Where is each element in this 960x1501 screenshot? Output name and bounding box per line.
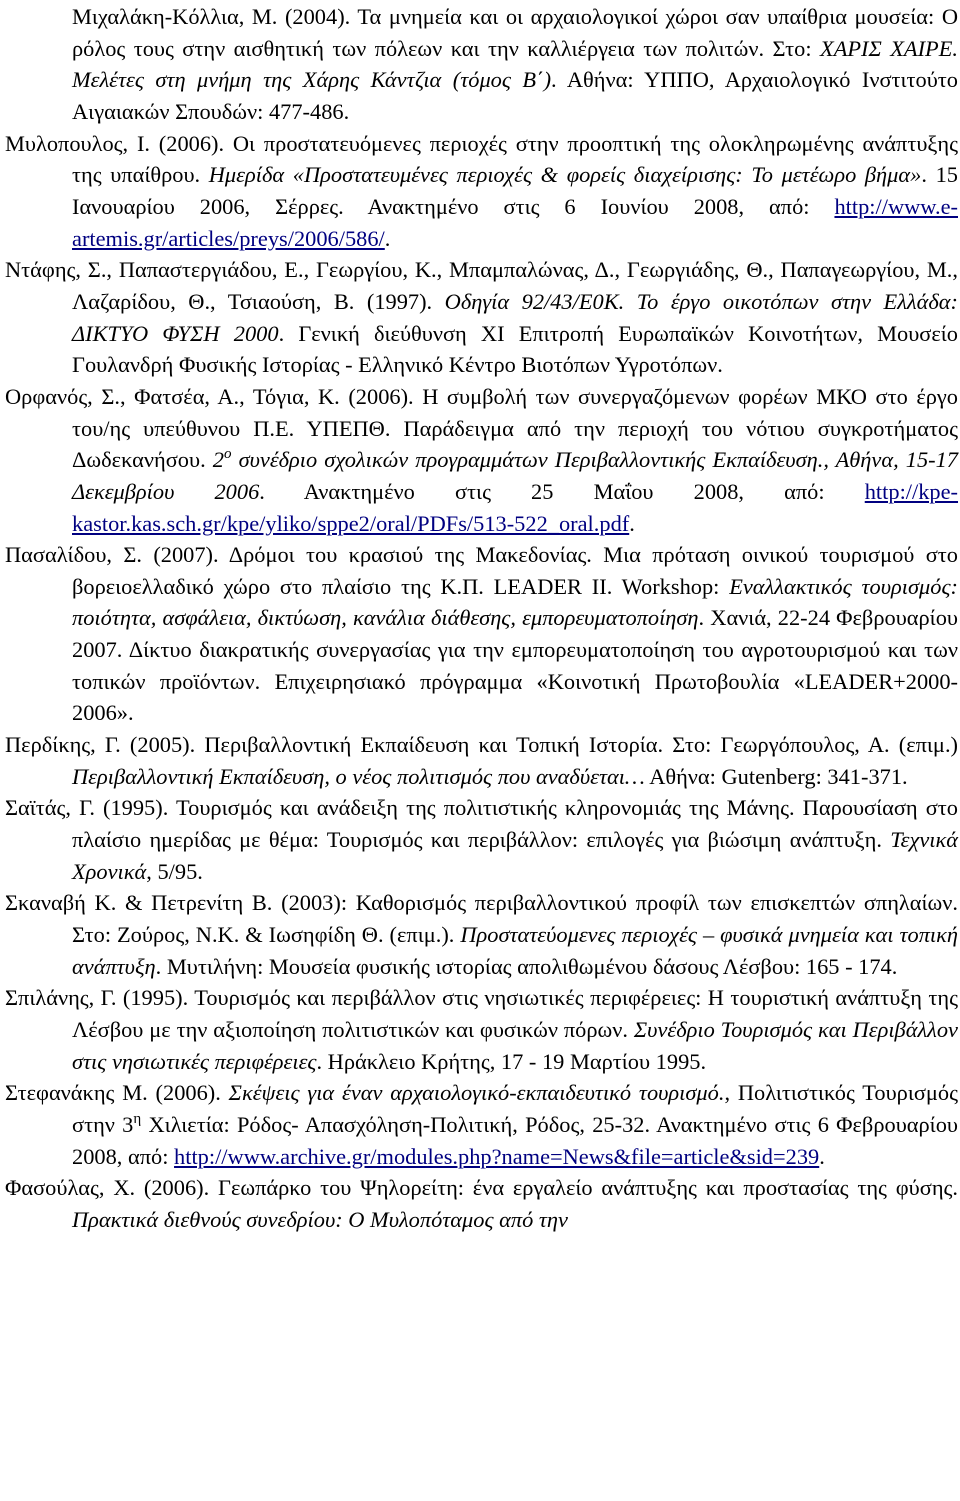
reference-text: Ορφανός, Σ., Φατσέα, Α., Τόγια, Κ. (2006). Η συμβολή των συνεργαζόμενων φορέων ΜΚΟ στο έργο του/ης υπεύθυνου Π.Ε. ΥΠΕΠΘ. Παράδειγμα από την περιοχή του νότιου συγκροτήματος Δωδεκανήσου. xyxy=(5,383,958,473)
reference-text: . Ηράκλειο Κρήτης, 17 - 19 Μαρτίου 1995. xyxy=(316,1048,707,1074)
reference-stefanakis xyxy=(5,1077,958,1172)
italic-title-text: συνέδριο σχολικών προγραμμάτων Περιβαλλοντικής Εκπαίδευση. xyxy=(231,447,824,473)
reference-text: . Μυτιλήνη: Μουσεία φυσικής ιστορίας απολιθωμένου δάσους Λέσβου: 165 - 174. xyxy=(155,953,898,979)
reference-text: Σαϊτάς, Γ. (1995). Τουρισμός και ανάδειξη της πολιτιστικής κληρονομιάς της Μάνης. Παρουσίαση στο πλαίσιο ημερίδας με θέμα: Τουρισμός και περιβάλλον: επιλογές για βιώσιμη ανάπτυξη. xyxy=(5,795,958,853)
reference-text: . Ανακτημένο στις 25 Μαΐου 2008, από: xyxy=(259,478,865,504)
reference-ntafis xyxy=(5,254,958,381)
reference-text: Σπιλάνης, Γ. (1995). Τουρισμός και περιβάλλον στις νησιωτικές περιφέρειες: Η τουριστική ανάπτυξη της Λέσβου με την αξιοποίηση πολιτιστικών και φυσικών πόρων. xyxy=(5,985,958,1042)
reference-text: . xyxy=(384,225,391,251)
reference-url-link[interactable]: http://www.archive.gr/modules.php?name=News&file=article&sid=239 xyxy=(174,1143,820,1169)
reference-mylopoulos xyxy=(5,128,958,255)
reference-text: Ντάφης, Σ., Παπαστεργιάδου, Ε., Γεωργίου, Κ., Μπαμπαλώνας, Δ., Γεωργιάδης, Θ., Παπαγεωργίου, Μ., Λαζαρίδου, Θ., Τσιαούση, Β. (1997). xyxy=(5,257,958,314)
reference-perdikis xyxy=(5,729,958,792)
reference-text: . Γενική διεύθυνση ΧΙ Επιτροπή Ευρωπαϊκών Κοινοτήτων, Μουσείο Γουλανδρή Φυσικής Ιστορίας - Ελληνικό Κέντρο Βιοτόπων Υγροτόπων. xyxy=(72,320,958,378)
reference-text: . Χανιά, 22-24 Φεβρουαρίου 2007. Δίκτυο διακρατικής συνεργασίας για την εμπορευματοποίηση του αγροτουρισμού και των τοπικών προϊόντων. Επιχειρησιακό πρόγραμμα «Κοινοτική Πρωτοβουλία «LEADER+2000-2006». xyxy=(72,605,958,726)
italic-title-text: Τεχνικά Χρονικά xyxy=(72,827,958,884)
italic-title-text: Προστατεύομενες περιοχές – φυσικά μνημεία και τοπική ανάπτυξη xyxy=(72,922,958,979)
reference-text: Σκαναβή Κ. & Πετρενίτη Β. (2003): Καθορισμός περιβαλλοντικού προφίλ των επισκεπτών σπηλαίων. Στο: Ζούρος, Ν.Κ. & Ιωσηφίδη Θ. (επιμ.). xyxy=(5,890,958,948)
italic-title-text: 2 xyxy=(212,447,224,473)
italic-title-text: Συνέδριο Τουρισμός και Περιβάλλον στις νησιωτικές περιφέρειες xyxy=(72,1017,958,1074)
reference-text: . Αθήνα: ΥΠΠΟ, Αρχαιολογικό Ινστιτούτο Αιγαιακών Σπουδών: 477-486. xyxy=(72,67,959,124)
reference-text: Μιχαλάκη-Κόλλια, Μ. (2004). Τα μνημεία και οι αρχαιολογικοί χώροι σαν υπαίθρια μουσεία: Ο ρόλος τους στην αισθητική των πόλεων και την καλλιέργεια των πολιτών. Στο: xyxy=(72,4,958,61)
reference-text: Μυλοπουλος, Ι. (2006). Οι προστατευόμενες περιοχές στην προοπτική της ολοκληρωμένης ανάπτυξης της υπαίθρου. xyxy=(5,130,958,188)
reference-spilanis xyxy=(5,982,958,1077)
reference-url-link[interactable]: http://www.e-artemis.gr/articles/preys/2006/586/ xyxy=(72,193,958,251)
italic-title-text: , Αθήνα, 15-17 Δεκεμβρίου 2006 xyxy=(72,447,958,504)
reference-text: Στεφανάκης Μ. (2006). xyxy=(5,1080,229,1106)
superscript-text: ο xyxy=(223,446,232,463)
reference-text: Περδίκης, Γ. (2005). Περιβαλλοντική Εκπαίδευση και Τοπική Ιστορία. Στο: Γεωργόπουλος, Α. (επιμ.) xyxy=(5,732,958,758)
reference-text: , 5/95. xyxy=(146,858,203,884)
reference-text: . xyxy=(629,510,635,536)
italic-title-text: Ημερίδα «Προστατευμένες περιοχές & φορείς διαχείρισης: Το μετέωρο βήμα» xyxy=(208,162,922,188)
reference-saitas xyxy=(5,792,958,887)
reference-url-link[interactable]: http://kpe-kastor.kas.sch.gr/kpe/yliko/sppe2/oral/PDFs/513-522_oral.pdf xyxy=(72,478,959,536)
italic-title-text: Περιβαλλοντική Εκπαίδευση, ο νέος πολιτισμός που αναδύεται… xyxy=(72,763,645,789)
italic-title-text: ΧΑΡΙΣ ΧΑΙΡΕ. Μελέτες στη μνήμη της Χάρης Κάντζια (τόμος Β΄) xyxy=(72,35,959,93)
superscript-text: η xyxy=(133,1110,142,1127)
reference-michalaki xyxy=(5,1,958,128)
reference-text: Αθήνα: Gutenberg: 341-371. xyxy=(644,763,908,789)
italic-title-text: Εναλλακτικός τουρισμός: ποιότητα, ασφάλεια, δικτύωση, κανάλια διάθεσης, εμπορευματοποίηση xyxy=(72,573,958,631)
reference-text: Φασούλας, Χ. (2006). Γεωπάρκο του Ψηλορείτη: ένα εργαλείο ανάπτυξης και προστασίας της φύσης. xyxy=(5,1175,958,1201)
reference-pasalidou xyxy=(5,539,958,729)
italic-title-text: Οδηγία 92/43/Ε0Κ. Το έργο οικοτόπων στην Ελλάδα: ΔΙΚΤΥΟ ΦΥΣΗ 2000 xyxy=(72,288,958,346)
reference-text: . 15 Ιανουαρίου 2006, Σέρρες. Ανακτημένο στις 6 Ιουνίου 2008, από: xyxy=(72,162,958,219)
reference-text: . xyxy=(819,1143,825,1169)
reference-text: Πασαλίδου, Σ. (2007). Δρόμοι του κρασιού της Μακεδονίας. Μια πρόταση οινικού τουρισμού στο βορειοελλαδικό χώρο στο πλαίσιο της Κ.Π. LEADER II. Workshop: xyxy=(5,542,958,599)
reference-fasoulas xyxy=(5,1172,958,1235)
reference-orfanos xyxy=(5,381,958,539)
italic-title-text: Πρακτικά διεθνούς συνεδρίου: Ο Μυλοπόταμος από την xyxy=(72,1206,568,1232)
reference-text: Χιλιετία: Ρόδος- Απασχόληση-Πολιτική, Ρόδος, 25-32. Ανακτημένο στις 6 Φεβρουαρίου 2008, από: xyxy=(72,1111,958,1169)
reference-skanavi xyxy=(5,887,958,982)
reference-text: , Πολιτιστικός Τουρισμός στην 3 xyxy=(72,1080,958,1137)
italic-title-text: Σκέψεις για έναν αρχαιολογικό-εκπαιδευτικό τουρισμό. xyxy=(228,1080,725,1106)
